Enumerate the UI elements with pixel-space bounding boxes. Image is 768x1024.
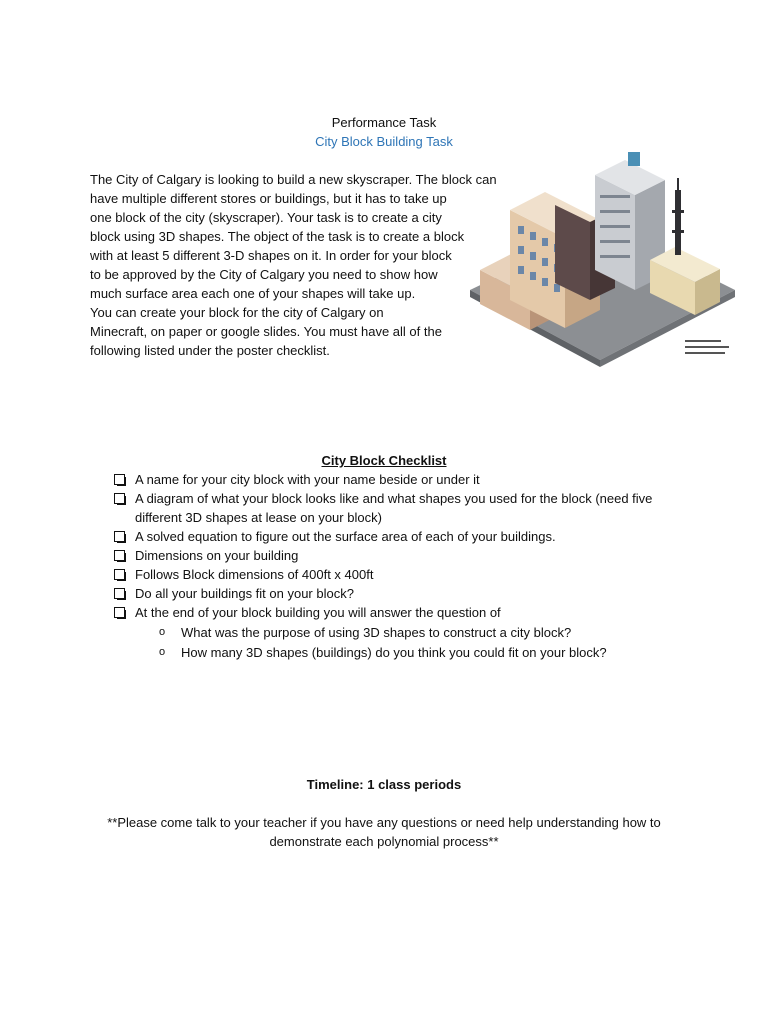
checklist-item: Do all your buildings fit on your block?: [113, 584, 693, 603]
circle-bullet-icon: o: [159, 626, 166, 638]
intro-paragraph: [90, 170, 510, 360]
checkbox-icon: [114, 550, 125, 561]
checklist-item: A name for your city block with your name beside or under it: [113, 470, 693, 489]
intro-line: with at least 5 different 3-D shapes on it. In order for your block: [90, 248, 452, 263]
checklist-item: A diagram of what your block looks like and what shapes you used for the block (need five different 3D shapes at lease on your block): [113, 489, 693, 527]
circle-bullet-icon: o: [159, 646, 166, 658]
checklist-item: Follows Block dimensions of 400ft x 400ft: [113, 565, 693, 584]
intro-line: block using 3D shapes. The object of the task is to create a block: [90, 229, 465, 244]
checklist: [113, 470, 693, 662]
checklist-item: Dimensions on your building: [113, 546, 693, 565]
checkbox-icon: [114, 607, 125, 618]
closing-note: **Please come talk to your teacher if you have any questions or need help understanding how to demonstrate each polynomial process**: [107, 815, 661, 849]
page-subtitle: City Block Building Task: [315, 134, 453, 149]
intro-line: much surface area each one of your shapes will take up.: [90, 286, 416, 301]
intro-line: Minecraft, on paper or google slides. You must have all of the: [90, 324, 442, 339]
checkbox-icon: [114, 569, 125, 580]
checkbox-icon: [114, 474, 125, 485]
page-title: Performance Task: [331, 115, 437, 130]
checkbox-icon: [114, 531, 125, 542]
intro-line: The City of Calgary is looking to build a new skyscraper. The block can: [90, 172, 497, 187]
checkbox-icon: [114, 588, 125, 599]
checkbox-icon: [114, 493, 125, 504]
intro-line: to be approved by the City of Calgary you need to show how: [90, 267, 438, 282]
sub-question-list: [135, 623, 693, 662]
checklist-item: A solved equation to figure out the surface area of each of your buildings.: [113, 527, 693, 546]
isometric-city-block-icon: [470, 150, 735, 370]
intro-line: one block of the city (skyscraper). Your task is to create a city: [90, 210, 442, 225]
intro-line: You can create your block for the city of Calgary on: [90, 305, 384, 320]
checklist-heading: City Block Checklist: [321, 453, 447, 468]
intro-line: following listed under the poster checklist.: [90, 343, 330, 358]
sub-question-item: o How many 3D shapes (buildings) do you think you could fit on your block?: [159, 645, 607, 660]
intro-line: have multiple different stores or buildings, but it has to take up: [90, 191, 447, 206]
timeline-text: Timeline: 1 class periods: [306, 777, 462, 792]
checklist-item: At the end of your block building you will answer the question of o What was the purpose of using 3D shapes to construct a city block? o How many 3D shapes (buildings) do you think you could fit on your block?: [113, 603, 693, 662]
sub-question-item: o What was the purpose of using 3D shapes to construct a city block?: [159, 625, 572, 640]
